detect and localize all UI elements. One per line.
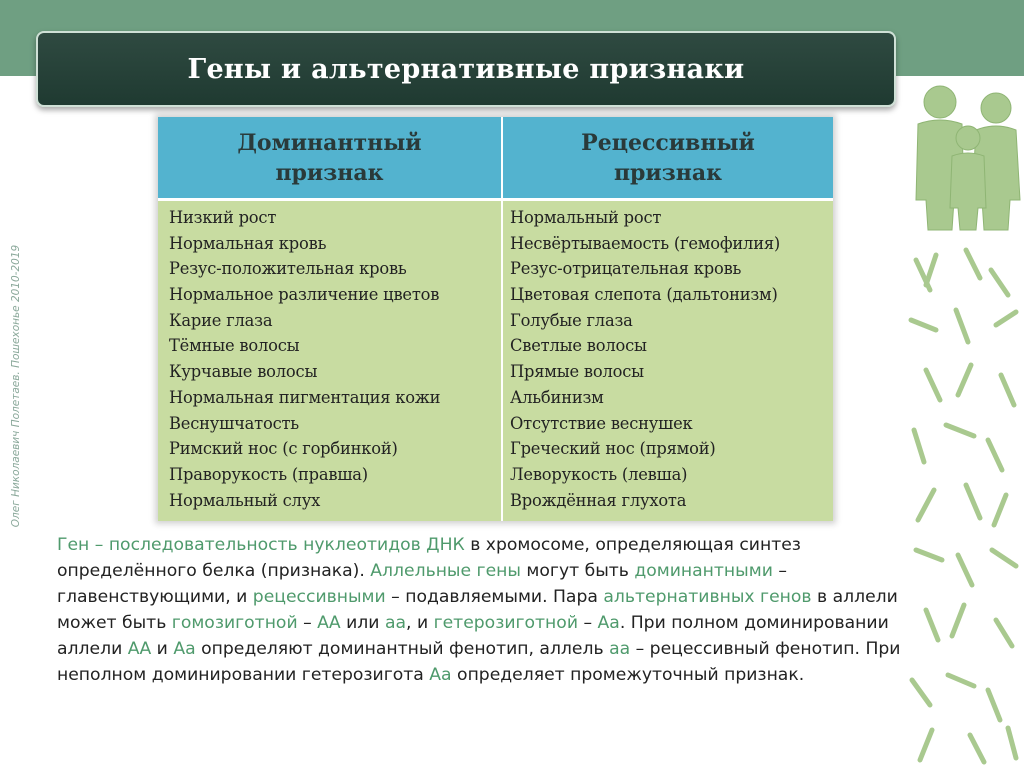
highlighted-term: Аллельные гены (370, 560, 521, 581)
side-credit (4, 228, 28, 544)
description-text: определяет промежуточный признак. (451, 664, 805, 685)
highlighted-term: аа (609, 638, 631, 659)
column-divider (501, 117, 503, 521)
highlighted-term: аа (384, 612, 407, 633)
highlighted-term: Ген – последовательность нуклеотидов ДНК (57, 535, 465, 555)
side-credit-text: Олег Николаевич Полетаев. Пошехонье 2010-2019 (10, 244, 23, 528)
dominant-trait: Римский нос (с горбинкой) (169, 439, 398, 459)
highlighted-term: Аа (429, 664, 452, 685)
highlighted-term: доминантными (634, 560, 773, 581)
description-text: , и (406, 612, 434, 633)
dominant-trait: Тёмные волосы (169, 336, 300, 356)
highlighted-term: Аа (597, 612, 620, 633)
highlighted-term: гетерозиготной (433, 612, 578, 633)
dominant-trait: Нормальный слух (169, 490, 321, 510)
description-text: . При полном доминировании аллели (57, 612, 889, 659)
recessive-trait: Леворукость (левша) (510, 464, 688, 484)
dominant-trait: Нормальная пигментация кожи (169, 387, 441, 407)
traits-table (158, 117, 833, 521)
dominant-trait: Низкий рост (169, 208, 277, 227)
dominant-trait: Нормальное различение цветов (169, 285, 440, 305)
dominant-trait: Курчавые волосы (169, 362, 318, 382)
description-text: могут быть (520, 560, 635, 581)
chromosome-pattern (911, 250, 1016, 762)
description-text: – рецессивный фенотип. При неполном доминировании гетерозигота (57, 638, 901, 685)
recessive-trait: Голубые глаза (510, 310, 633, 330)
recessive-trait: Резус-отрицательная кровь (510, 259, 742, 279)
description-text: – (578, 612, 598, 633)
recessive-trait: Отсутствие веснушек (510, 413, 693, 433)
highlighted-term: гомозиготной (171, 612, 298, 633)
dominant-trait: Праворукость (правша) (169, 464, 368, 484)
description-text: – подавляемыми. Пара (385, 586, 604, 607)
description-text: в аллели может быть (57, 586, 898, 633)
gene-description (57, 533, 907, 688)
recessive-trait: Греческий нос (прямой) (510, 439, 716, 459)
description-text: – (297, 612, 318, 633)
recessive-trait: Светлые волосы (510, 336, 647, 356)
highlighted-term: АА (317, 612, 341, 633)
description-text: в хромосоме, определяющая синтез определённого белка (признака). (57, 535, 801, 581)
dominant-trait: Нормальная кровь (169, 233, 327, 253)
recessive-trait: Прямые волосы (510, 362, 644, 382)
decoration-panel (896, 80, 1024, 767)
recessive-trait: Цветовая слепота (дальтонизм) (510, 285, 778, 305)
recessive-trait: Альбинизм (510, 387, 604, 407)
family-figures-icon (916, 86, 1020, 230)
header-dominant: Доминантный признак (237, 129, 422, 186)
dominant-trait: Веснушчатость (169, 413, 299, 433)
highlighted-term: АА (127, 638, 152, 659)
header-recessive: Рецессивный признак (581, 129, 755, 186)
title-bar (36, 31, 896, 107)
table-header-row (158, 117, 833, 201)
highlighted-term: альтернативных генов (603, 586, 812, 607)
slide-title: Гены и альтернативные признаки (187, 53, 745, 85)
highlighted-term: рецессивными (252, 586, 386, 607)
recessive-trait: Врождённая глухота (510, 490, 687, 510)
description-text: – главенствующими, и (57, 560, 787, 607)
description-text: определяют доминантный фенотип, аллель (195, 638, 610, 659)
dominant-trait: Карие глаза (169, 310, 273, 330)
recessive-trait: Нормальный рост (510, 208, 662, 227)
dominant-traits-list (169, 205, 499, 513)
recessive-trait: Несвёртываемость (гемофилия) (510, 233, 781, 253)
dominant-trait: Резус-положительная кровь (169, 259, 407, 279)
recessive-traits-list (510, 205, 832, 513)
description-text: и (151, 638, 174, 659)
highlighted-term: Аа (173, 638, 196, 659)
description-text: или (340, 612, 385, 633)
